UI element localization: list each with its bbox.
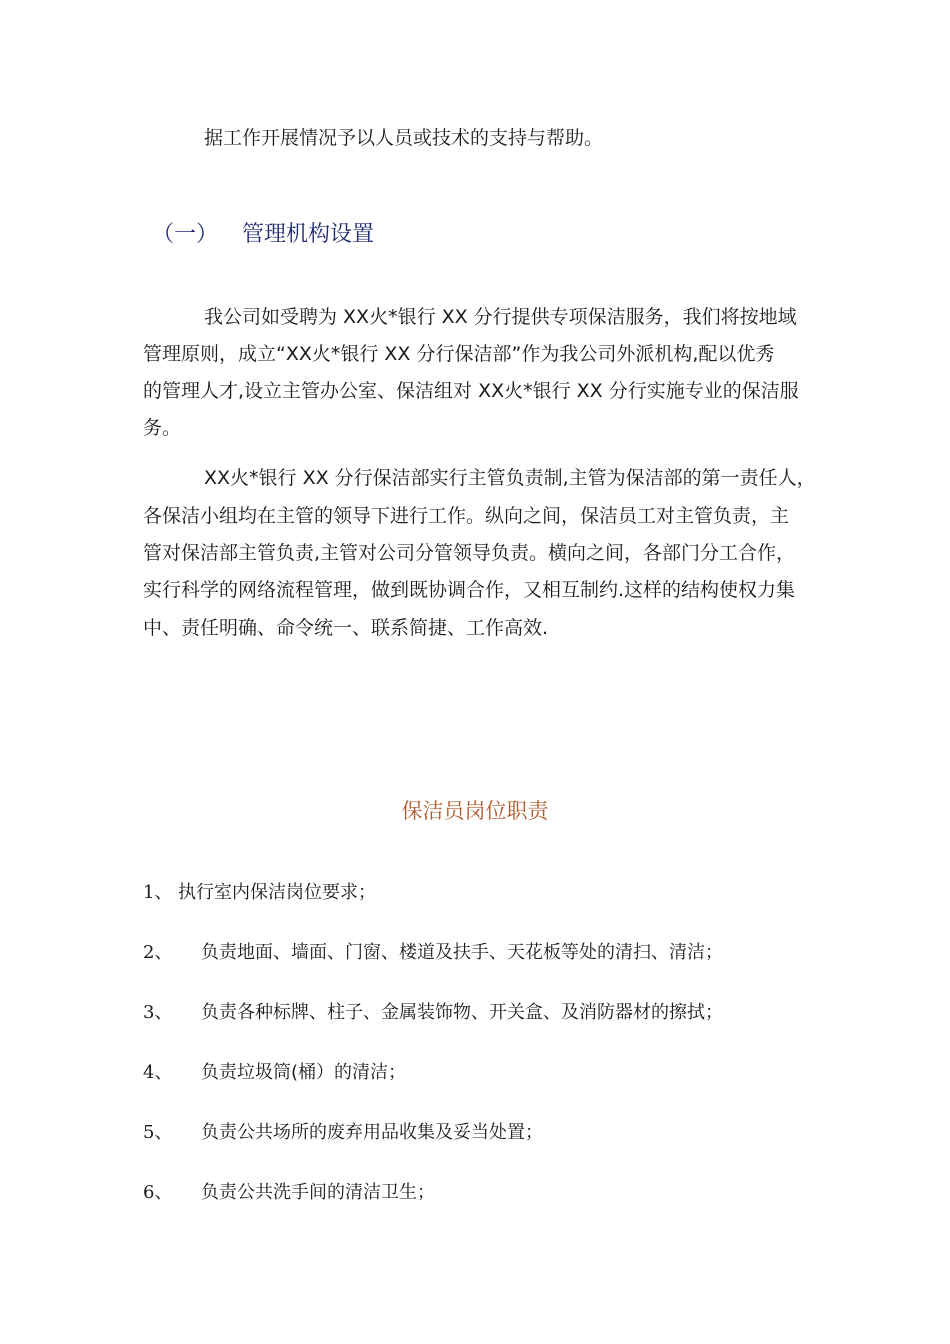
list-item	[143, 1059, 406, 1087]
paragraph-2-line: 各保洁小组均在主管的领导下进行工作。纵向之间，保洁员工对主管负责，主	[143, 505, 790, 527]
paragraph-1-line: 我公司如受聘为 XX⽕*银行 XX 分行提供专项保洁服务，我们将按地域	[204, 306, 797, 328]
item-number: 1、	[143, 882, 173, 903]
item-text: 执行室内保洁岗位要求；	[178, 882, 376, 903]
item-number: 5、	[143, 1122, 173, 1143]
item-text: 负责公共洗手间的清洁卫生；	[201, 1182, 435, 1203]
item-number: 6、	[143, 1182, 173, 1203]
paragraph-1-line: 务。	[143, 417, 182, 439]
list-item	[143, 879, 376, 907]
paragraph-2-line: 实行科学的网络流程管理，做到既协调合作，又相互制约.这样的结构使权力集	[143, 579, 796, 601]
item-text: 负责垃圾筒(桶）的清洁；	[201, 1062, 407, 1083]
list-item	[143, 939, 723, 967]
paragraph-1-line: 管理原则，成立“XX⽕*银行 XX 分行保洁部”作为我公司外派机构,配以优秀	[143, 343, 775, 365]
list-item	[143, 1119, 543, 1147]
item-text: 负责各种标牌、柱子、金属装饰物、开关盒、及消防器材的擦拭；	[201, 1002, 723, 1023]
item-text: 负责公共场所的废弃用品收集及妥当处置；	[201, 1122, 543, 1143]
heading-text: 管理机构设置	[242, 222, 375, 247]
paragraph-2-line: 管对保洁部主管负责,主管对公司分管领导负责。横向之间，各部门分工合作，	[143, 542, 796, 564]
list-item	[143, 1179, 435, 1207]
section-title: 保洁员岗位职责	[401, 799, 549, 823]
item-number: 4、	[143, 1062, 173, 1083]
paragraph-1-line: 的管理人才,设立主管办公室、保洁组对 XX⽕*银行 XX 分行实施专业的保洁服	[143, 380, 799, 402]
top-line: 据工作开展情况予以人员或技术的支持与帮助。	[204, 127, 604, 149]
list-item	[143, 999, 723, 1027]
heading-number: （一）	[152, 222, 219, 247]
item-number: 2、	[143, 942, 173, 963]
paragraph-2-line: XX⽕*银行 XX 分行保洁部实行主管负责制,主管为保洁部的第一责任人，	[204, 467, 816, 489]
section-heading	[152, 220, 374, 250]
item-text: 负责地面、墙面、门窗、楼道及扶手、天花板等处的清扫、清洁；	[201, 942, 723, 963]
paragraph-2-line: 中、责任明确、命令统一、联系简捷、工作高效.	[143, 617, 549, 639]
item-number: 3、	[143, 1002, 173, 1023]
